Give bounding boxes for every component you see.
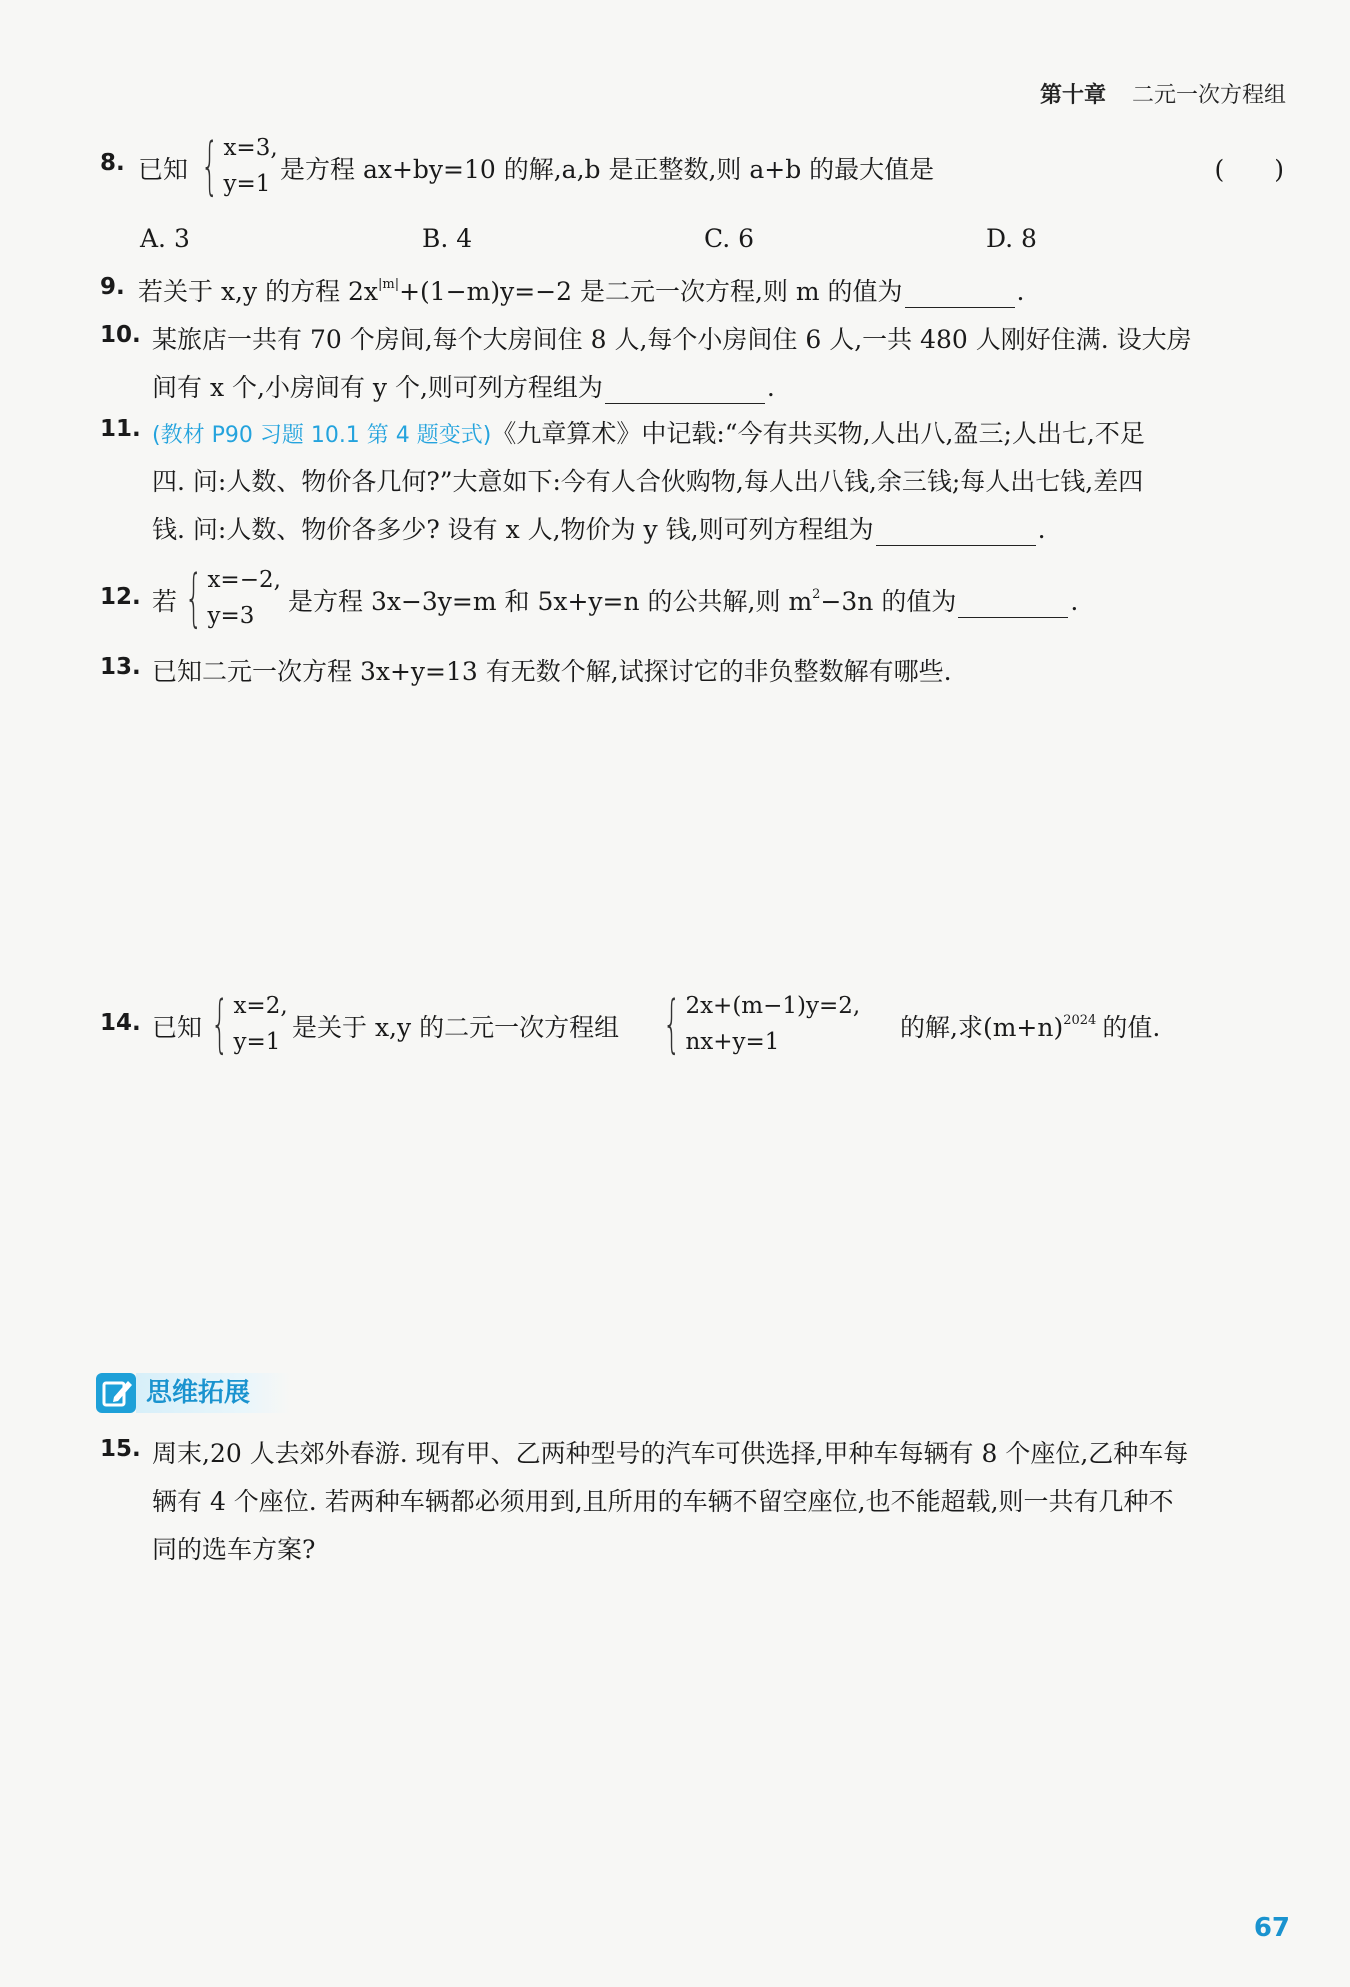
answer-area[interactable] [152, 1070, 1282, 1350]
chapter-label: 第十章 [1039, 83, 1106, 108]
page-number: 67 [1253, 1913, 1290, 1943]
question-text: 若 [152, 587, 178, 616]
question-text: 某旅店一共有 70 个房间,每个大房间住 8 人,每个小房间住 6 人,一共 480 人刚好住满. 设大房 [152, 325, 1192, 354]
system-row: x=3, [223, 135, 278, 161]
question-text: (教材 P90 习题 10.1 第 4 题变式)《九章算术》中记载:“今有共买物,人出八,盈三;人出七,不足 [152, 419, 1145, 448]
question-text: 的解,求$(m+n)^{2024}$ 的值. [900, 1013, 1161, 1042]
question-number: 11. [100, 416, 141, 442]
option-a[interactable]: A. 3 [140, 224, 190, 253]
option-b[interactable]: B. 4 [422, 224, 473, 253]
question-text: 四. 问:人数、物价各几何?”大意如下:今有人合伙购物,每人出八钱,余三钱;每人出七钱,差四 [152, 467, 1144, 496]
question-number: 14. [100, 1010, 141, 1036]
question-number: 10. [100, 322, 141, 348]
equation-system: { x=2, y=1 [210, 987, 288, 1060]
section-title: 思维拓展 [136, 1373, 290, 1413]
answer-blank[interactable] [958, 591, 1068, 618]
answer-area[interactable] [152, 1580, 1282, 1880]
question-text: 钱. 问:人数、物价各多少? 设有 x 人,物价为 y 钱,则可列方程组为 . [152, 515, 1046, 544]
system-row: x=−2, [207, 567, 281, 593]
source-note: (教材 P90 习题 10.1 第 4 题变式) [152, 423, 492, 448]
pencil-note-icon [96, 1373, 136, 1413]
question-text: 若关于 x,y 的方程 $2x^{|m|}+(1-m)y=-2$ 是二元一次方程,则 m 的值为 . [138, 277, 1025, 306]
equation-system: { x=−2, y=3 [184, 561, 281, 634]
question-text: 是方程 ax+by=10 的解,a,b 是正整数,则 a+b 的最大值是 [280, 155, 935, 184]
question-text: 已知 [138, 155, 189, 184]
option-d[interactable]: D. 8 [986, 224, 1037, 253]
question-number: 12. [100, 584, 141, 610]
question-text: 同的选车方案? [152, 1535, 316, 1564]
question-text: 辆有 4 个座位. 若两种车辆都必须用到,且所用的车辆不留空座位,也不能超载,则一共有几种不 [152, 1487, 1174, 1516]
running-header [1040, 78, 1286, 109]
answer-blank[interactable] [605, 377, 765, 404]
answer-area[interactable] [152, 700, 1282, 970]
question-number: 9. [100, 274, 125, 300]
equation-system: { x=3, y=1 [200, 129, 278, 202]
question-text: 已知二元一次方程 3x+y=13 有无数个解,试探讨它的非负整数解有哪些. [152, 657, 952, 686]
equation-system: { 2x+(m−1)y=2, nx+y=1 [662, 987, 861, 1060]
question-text: 是方程 3x−3y=m 和 5x+y=n 的公共解,则 $m^2-3n$ 的值为 . [288, 587, 1079, 616]
answer-parentheses[interactable]: ( ) [1214, 155, 1284, 184]
system-row: y=1 [233, 1029, 281, 1055]
system-row: 2x+(m−1)y=2, [685, 993, 861, 1019]
system-row: y=3 [207, 603, 255, 629]
system-row: nx+y=1 [685, 1029, 780, 1055]
chapter-title: 二元一次方程组 [1131, 83, 1286, 108]
question-text: 已知 [152, 1013, 203, 1042]
question-text: 是关于 x,y 的二元一次方程组 [292, 1013, 620, 1042]
option-c[interactable]: C. 6 [704, 224, 755, 253]
answer-blank[interactable] [876, 519, 1036, 546]
answer-blank[interactable] [905, 281, 1015, 308]
section-header [96, 1370, 290, 1416]
question-text: 周末,20 人去郊外春游. 现有甲、乙两种型号的汽车可供选择,甲种车每辆有 8 个座位,乙种车每 [152, 1439, 1189, 1468]
system-row: x=2, [233, 993, 288, 1019]
system-row: y=1 [223, 171, 271, 197]
question-number: 8. [100, 150, 125, 176]
question-number: 15. [100, 1436, 141, 1462]
question-number: 13. [100, 654, 141, 680]
question-text: 间有 x 个,小房间有 y 个,则可列方程组为 . [152, 373, 775, 402]
